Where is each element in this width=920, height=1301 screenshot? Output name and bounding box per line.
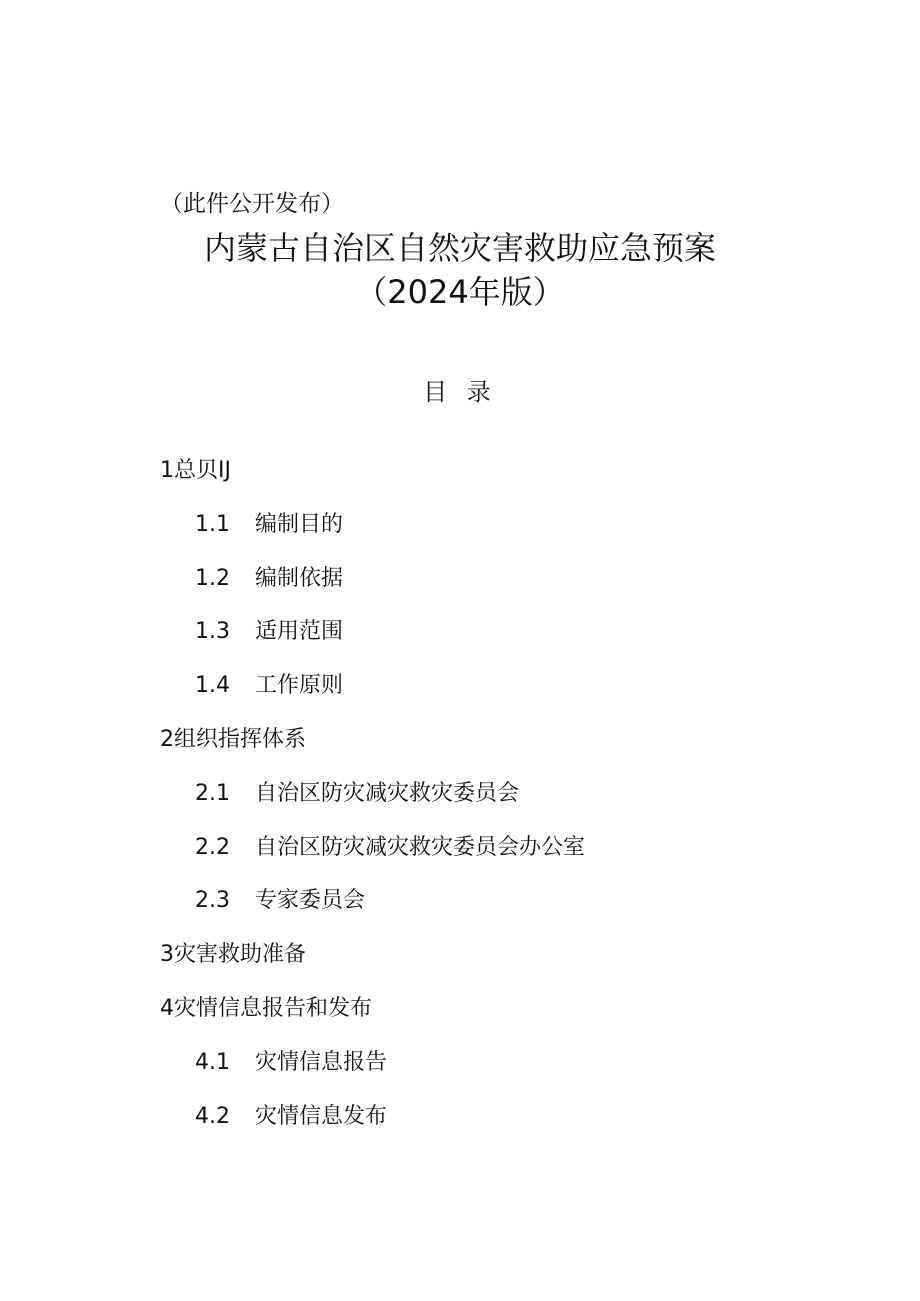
toc-section-number: 1.3	[195, 619, 230, 645]
toc-section[interactable]	[195, 1047, 387, 1079]
toc-section-title: 自治区防灾减灾救灾委员会	[255, 780, 520, 806]
toc-section-title: 自治区防灾减灾救灾委员会办公室	[255, 834, 586, 860]
toc-section[interactable]	[195, 563, 343, 595]
toc-section-number: 1.1	[195, 511, 230, 537]
toc-section[interactable]	[195, 885, 365, 917]
toc-section-number: 2.2	[195, 834, 230, 860]
toc-section[interactable]	[195, 670, 343, 702]
toc-section[interactable]	[195, 616, 343, 648]
document-title: 内蒙古自治区自然灾害救助应急预案	[203, 229, 716, 267]
toc-chapter[interactable]	[160, 724, 306, 756]
toc-section-number: 2.3	[195, 888, 230, 914]
toc-section[interactable]	[195, 778, 519, 810]
toc-chapter-title: 3灾害救助准备	[160, 942, 306, 968]
toc-chapter[interactable]	[160, 455, 231, 487]
toc-section-number: 1.4	[195, 673, 230, 699]
toc-section[interactable]	[195, 509, 343, 541]
toc-section-title: 专家委员会	[255, 888, 366, 914]
toc-section[interactable]	[195, 1101, 387, 1133]
publication-notice: （此件公开发布）	[160, 191, 344, 217]
toc-heading: 目 录	[423, 378, 497, 406]
toc-section-number: 2.1	[195, 780, 230, 806]
toc-chapter-title: 4灾情信息报告和发布	[160, 996, 372, 1021]
toc-chapter[interactable]	[160, 993, 372, 1025]
toc-section-title: 编制目的	[255, 511, 344, 537]
toc-section-title: 编制依据	[255, 565, 344, 591]
toc-section-number: 4.1	[195, 1049, 230, 1075]
toc-section-title: 灾情信息报告	[255, 1049, 388, 1075]
toc-section-title: 工作原则	[255, 673, 344, 699]
document-edition: （2024年版）	[355, 273, 565, 311]
toc-chapter-title: 1总贝IJ	[160, 458, 231, 483]
toc-section-number: 4.2	[195, 1103, 230, 1129]
toc-section-title: 适用范围	[255, 619, 344, 645]
toc-section-title: 灾情信息发布	[255, 1103, 388, 1129]
toc-chapter[interactable]	[160, 939, 306, 971]
toc-section-number: 1.2	[195, 565, 230, 591]
toc-chapter-title: 2组织指挥体系	[160, 727, 306, 752]
toc-section[interactable]	[195, 832, 585, 864]
